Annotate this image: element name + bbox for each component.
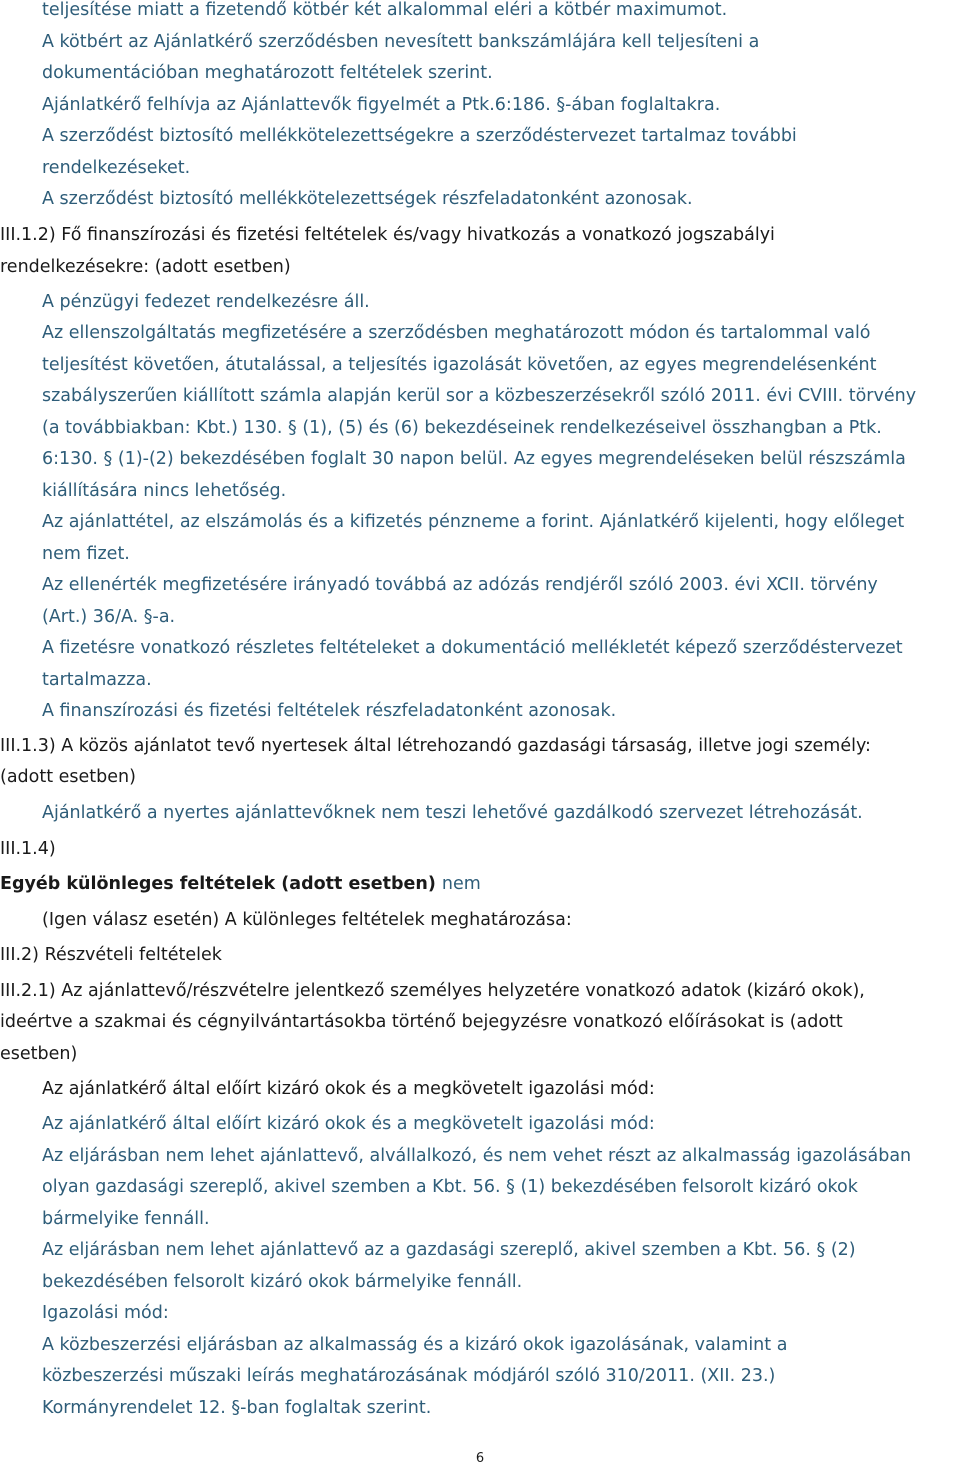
text-line: A közbeszerzési eljárásban az alkalmasság és a kizáró okok igazolásának, valamint a — [42, 1335, 788, 1355]
section-heading: III.1.3) A közös ajánlatot tevő nyertesek által létrehozandó gazdasági társaság, illetve jogi személy: — [0, 736, 871, 756]
text-line: (Art.) 36/A. §-a. — [42, 607, 176, 627]
text-line: kiállítására nincs lehetőség. — [42, 481, 287, 501]
section-heading: III.1.4) — [0, 839, 56, 859]
special-conditions-value: nem — [441, 874, 481, 894]
text-line: olyan gazdasági szereplő, akivel szemben a Kbt. 56. § (1) bekezdésében felsorolt kizáró okok — [42, 1177, 858, 1197]
text-line: A kötbért az Ajánlatkérő szerződésben nevesített bankszámlájára kell teljesíteni a — [42, 32, 760, 52]
text-line: tartalmazza. — [42, 670, 152, 690]
text-line: Igazolási mód: — [42, 1303, 169, 1323]
text-line: A pénzügyi fedezet rendelkezésre áll. — [42, 292, 370, 312]
text-line: Az ajánlatkérő által előírt kizáró okok és a megkövetelt igazolási mód: — [42, 1079, 655, 1099]
section-heading: III.1.2) Fő finanszírozási és fizetési feltételek és/vagy hivatkozás a vonatkozó jogszabályi — [0, 225, 775, 245]
text-line: bekezdésében felsorolt kizáró okok bármelyike fennáll. — [42, 1272, 523, 1292]
special-conditions-label: Egyéb különleges feltételek (adott esetben) — [0, 874, 436, 894]
text-line: Az ajánlatkérő által előírt kizáró okok és a megkövetelt igazolási mód: — [42, 1114, 655, 1134]
text-line: Az ellenszolgáltatás megfizetésére a szerződésben meghatározott módon és tartalommal való — [42, 323, 871, 343]
text-line: szabályszerűen kiállított számla alapján kerül sor a közbeszerzésekről szóló 2011. évi CVIII. törvény — [42, 386, 917, 406]
text-line: Az eljárásban nem lehet ajánlattevő, alvállalkozó, és nem vehet részt az alkalmasság igazolásában — [42, 1146, 912, 1166]
text-line: rendelkezéseket. — [42, 158, 191, 178]
special-conditions-heading — [0, 872, 481, 896]
section-heading: rendelkezésekre: (adott esetben) — [0, 257, 291, 277]
page-number: 6 — [475, 1451, 485, 1466]
text-line: A szerződést biztosító mellékkötelezettségekre a szerződéstervezet tartalmaz további — [42, 126, 797, 146]
text-line: (Igen válasz esetén) A különleges feltételek meghatározása: — [42, 910, 572, 930]
text-line: (a továbbiakban: Kbt.) 130. § (1), (5) és (6) bekezdéseinek rendelkezéseivel összhangban a Ptk. — [42, 418, 882, 438]
text-line: Kormányrendelet 12. §-ban foglaltak szerint. — [42, 1398, 432, 1418]
text-line: A szerződést biztosító mellékkötelezettségek részfeladatonként azonosak. — [42, 189, 693, 209]
text-line: Az ajánlattétel, az elszámolás és a kifizetés pénzneme a forint. Ajánlatkérő kijelenti, hogy előleget — [42, 512, 905, 532]
section-heading: III.2.1) Az ajánlattevő/részvételre jelentkező személyes helyzetére vonatkozó adatok (kizáró okok), — [0, 981, 865, 1001]
text-line: teljesítést követően, átutalással, a teljesítés igazolását követően, az egyes megrendelésenként — [42, 355, 877, 375]
text-line: A fizetésre vonatkozó részletes feltételeket a dokumentáció mellékletét képező szerződéstervezet — [42, 638, 903, 658]
text-line: nem fizet. — [42, 544, 130, 564]
text-line: Az ellenérték megfizetésére irányadó továbbá az adózás rendjéről szóló 2003. évi XCII. törvény — [42, 575, 878, 595]
text-line: teljesítése miatt a fizetendő kötbér két alkalommal eléri a kötbér maximumot. — [42, 0, 728, 20]
section-heading: esetben) — [0, 1044, 78, 1064]
text-line: bármelyike fennáll. — [42, 1209, 210, 1229]
text-line: Ajánlatkérő felhívja az Ajánlattevők figyelmét a Ptk.6:186. §-ában foglaltakra. — [42, 95, 721, 115]
section-heading: III.2) Részvételi feltételek — [0, 945, 222, 965]
text-line: dokumentációban meghatározott feltételek szerint. — [42, 63, 493, 83]
text-line: 6:130. § (1)-(2) bekezdésében foglalt 30 napon belül. Az egyes megrendeléseken belül részszámla — [42, 449, 906, 469]
text-line: A finanszírozási és fizetési feltételek részfeladatonként azonosak. — [42, 701, 617, 721]
text-line: Ajánlatkérő a nyertes ajánlattevőknek nem teszi lehetővé gazdálkodó szervezet létrehozását. — [42, 803, 863, 823]
text-line: Az eljárásban nem lehet ajánlattevő az a gazdasági szereplő, akivel szemben a Kbt. 56. § (2) — [42, 1240, 856, 1260]
text-line: közbeszerzési műszaki leírás meghatározásának módjáról szóló 310/2011. (XII. 23.) — [42, 1366, 776, 1386]
section-heading: ideértve a szakmai és cégnyilvántartásokba történő bejegyzésre vonatkozó előírásokat is (adott — [0, 1012, 843, 1032]
section-heading: (adott esetben) — [0, 767, 136, 787]
